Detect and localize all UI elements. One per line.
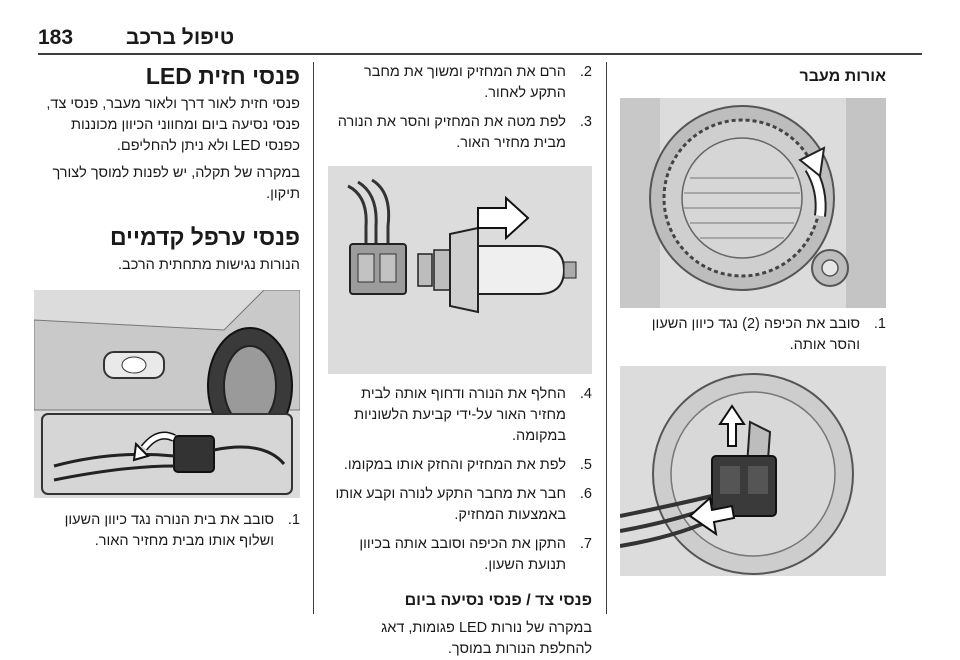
- headlamp-cap-illustration: [620, 98, 886, 308]
- right-column: [620, 62, 886, 576]
- side-lights-text: במקרה של נורות LED פגומות, דאג להחלפת הנורות במוסך.: [381, 620, 592, 657]
- step-text: לפת מטה את המחזיק והסר את הנורה מבית מחזיר האור.: [337, 114, 566, 151]
- fog-lights-access-text: הנורות נגישות מתחתית הרכב.: [118, 257, 300, 273]
- step-3: [328, 112, 592, 154]
- step-text: הרם את המחזיק ומשוך את מחבר התקע לאחור.: [363, 64, 566, 101]
- step-number: 5.: [579, 457, 592, 473]
- fog-light-illustration: [34, 290, 300, 498]
- step-number: 7.: [579, 536, 592, 552]
- step-5: [328, 455, 592, 476]
- step-number: 4.: [579, 386, 592, 402]
- figure-bulb-removal: [328, 166, 592, 374]
- fog-step-1: [34, 510, 300, 552]
- step-text: לפת את המחזיק והחזק אותו במקומו.: [343, 457, 566, 473]
- step-number: 1.: [873, 316, 886, 332]
- column-divider-right: [606, 62, 607, 614]
- section-heading-led-headlights: פנסי חזית LED: [145, 63, 300, 89]
- page-number: 183: [38, 26, 74, 49]
- middle-column: [328, 62, 592, 660]
- bulb-holder-illustration: [620, 366, 886, 576]
- step-4: [328, 384, 592, 447]
- section-heading-side-lights: פנסי צד / פנסי נסיעה ביום: [404, 592, 592, 609]
- column-divider-left: [313, 62, 314, 614]
- step-1: [620, 314, 886, 356]
- left-column: [34, 62, 300, 552]
- section-heading-front-fog-lights: פנסי ערפל קדמיים: [109, 224, 300, 250]
- step-number: 6.: [579, 486, 592, 502]
- running-title: טיפול ברכב: [126, 26, 235, 49]
- step-number: 1.: [287, 512, 300, 528]
- led-headlights-repair-text: במקרה של תקלה, יש לפנות למוסך לצורך תיקון.: [52, 165, 300, 202]
- header-rule: [38, 53, 922, 55]
- figure-bulb-holder: [620, 366, 886, 576]
- step-7: [328, 534, 592, 576]
- bulb-removal-illustration: [328, 166, 592, 374]
- step-2: [328, 62, 592, 104]
- step-text: חבר את מחבר התקע לנורה וקבע אותו באמצעות המחזיק.: [335, 486, 566, 523]
- led-headlights-text: פנסי חזית לאור דרך ולאור מעבר, פנסי צד, פנסי נסיעה ביום ומחווני הכיוון מכוננות כפנסי LED ולא ניתן להחליפם.: [46, 96, 300, 154]
- step-text: סובב את בית הנורה נגד כיוון השעון ושלוף אותו מבית מחזיר האור.: [64, 512, 274, 549]
- page-header: [38, 22, 922, 52]
- figure-fog-light: [34, 290, 300, 498]
- step-number: 2.: [579, 64, 592, 80]
- step-text: החלף את הנורה ודחוף אותה לבית מחזיר האור על-ידי קביעת הלשוניות במקומה.: [354, 386, 566, 444]
- section-heading-low-beam: אורות מעבר: [799, 68, 886, 85]
- step-text: סובב את הכיפה (2) נגד כיוון השעון והסר אותה.: [651, 316, 860, 353]
- step-text: התקן את הכיפה וסובב אותה בכיוון תנועת השעון.: [359, 536, 566, 573]
- step-number: 3.: [579, 114, 592, 130]
- figure-headlamp-cap: [620, 98, 886, 308]
- step-6: [328, 484, 592, 526]
